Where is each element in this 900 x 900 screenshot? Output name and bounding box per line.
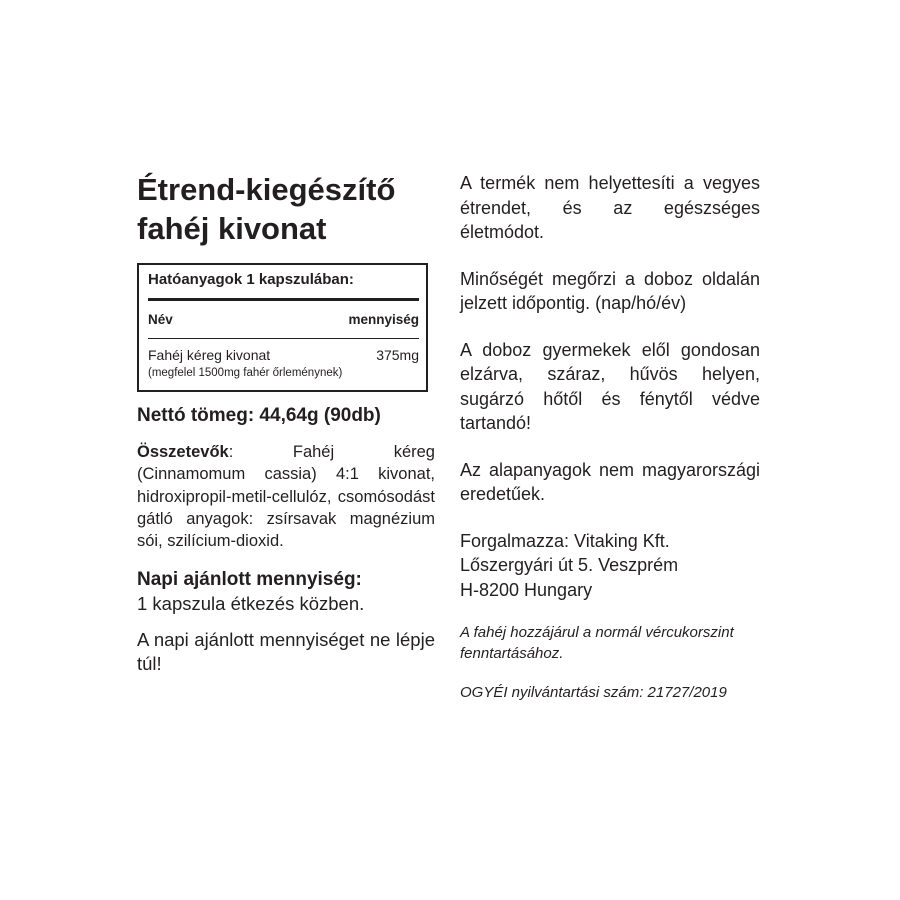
left-column <box>137 170 435 676</box>
product-title <box>137 170 435 248</box>
composition-label: Összetevők <box>137 443 229 461</box>
daily-dose-warning: A napi ajánlott mennyiséget ne lépje túl! <box>137 629 435 675</box>
column-header-name: Név <box>148 312 173 327</box>
distributor-line-3: H-8200 Hungary <box>460 579 593 600</box>
health-claim: A fahéj hozzájárul a normál vércukorszint fenntartásához. <box>460 624 734 662</box>
info-paragraph-shelf-life: Minőségét megőrzi a doboz oldalán jelzett időpontig. (nap/hó/év) <box>460 268 760 313</box>
composition-paragraph <box>137 441 435 552</box>
daily-dose-text: 1 kapszula étkezés közben. <box>137 593 365 615</box>
column-header-amount: mennyiség <box>348 312 419 327</box>
registration-number: OGYÉI nyilvántartási szám: 21727/2019 <box>460 684 727 701</box>
table-column-headers <box>148 312 419 328</box>
distributor-line-2: Lőszergyári út 5. Veszprém <box>460 555 679 575</box>
table-thin-rule <box>148 338 419 339</box>
distributor-block <box>460 529 760 603</box>
net-weight: Nettó tömeg: 44,64g (90db) <box>137 405 381 426</box>
title-line-2: fahéj kivonat <box>137 211 327 246</box>
table-heading: Hatóanyagok 1 kapszulában: <box>148 271 354 288</box>
info-paragraph-storage: A doboz gyermekek elől gondosan elzárva, száraz, hűvös helyen, sugárzó hőtől és fénytől védve tartandó! <box>460 339 760 433</box>
active-ingredients-table <box>137 263 428 392</box>
ingredient-note: (megfelel 1500mg fahér őrleménynek) <box>148 367 343 379</box>
info-paragraph-diet: A termék nem helyettesíti a vegyes étrendet, és az egészséges életmódot. <box>460 173 760 242</box>
table-thick-rule <box>148 298 419 301</box>
title-line-1: Étrend-kiegészítő <box>137 172 396 207</box>
composition-text: : Fahéj kéreg (Cinnamomum cassia) 4:1 kivonat, hidroxipropil-metil-cellulóz, csomósodást gátló anyagok: zsírsavak magnézium sói, szilícium-dioxid. <box>137 443 435 551</box>
table-row <box>148 347 419 364</box>
info-paragraph-origin: Az alapanyagok nem magyarországi eredetűek. <box>460 459 760 504</box>
distributor-line-1: Forgalmazza: Vitaking Kft. <box>460 530 670 551</box>
ingredient-amount: 375mg <box>376 347 419 363</box>
ingredient-name: Fahéj kéreg kivonat <box>148 347 271 363</box>
right-column <box>460 171 760 703</box>
daily-dose-heading: Napi ajánlott mennyiség: <box>137 569 362 591</box>
